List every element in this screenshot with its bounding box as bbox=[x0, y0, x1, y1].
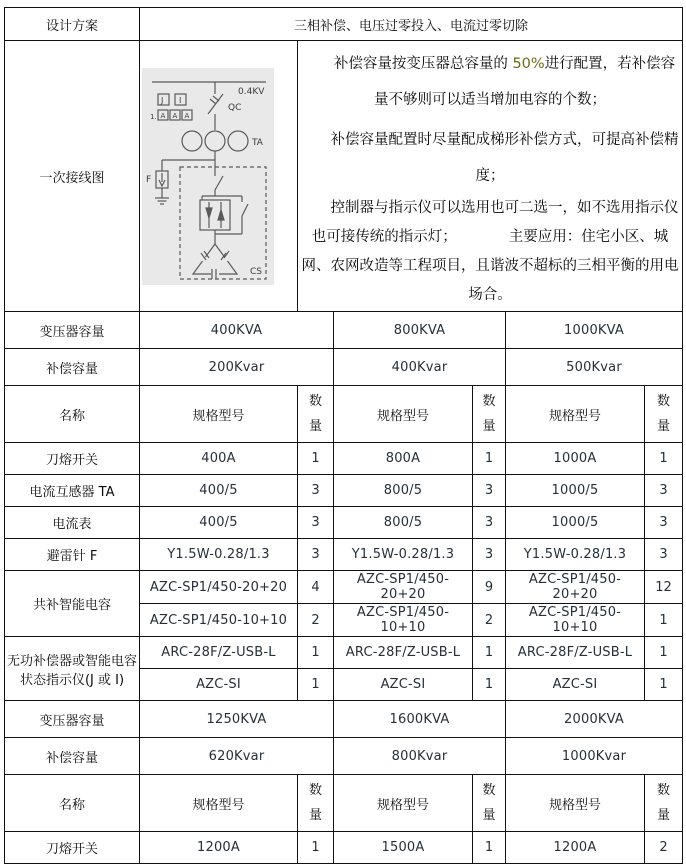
arrester-f-label: F bbox=[146, 174, 152, 185]
qty-header-text: 数量 bbox=[308, 393, 322, 434]
voltage-label: 0.4KV bbox=[238, 86, 265, 97]
item-name: 刀熔开关 bbox=[5, 832, 140, 864]
design-scheme-row bbox=[5, 8, 683, 41]
compensation-spec-table bbox=[4, 7, 683, 864]
capacity-value: 1600KVA bbox=[334, 701, 506, 738]
notes-cell bbox=[298, 41, 683, 312]
spec-header: 规格型号 bbox=[506, 775, 645, 832]
j-indicator-label: J bbox=[161, 95, 164, 105]
item-qty: 3 bbox=[473, 475, 506, 507]
design-scheme-value: 三相补偿、电压过零投入、电流过零切除 bbox=[140, 8, 683, 41]
item-spec: AZC-SP1/450-10+10 bbox=[506, 604, 645, 637]
item-qty: 4 bbox=[298, 571, 334, 604]
compensation-value: 800Kvar bbox=[334, 738, 506, 775]
compensation-capacity-label: 补偿容量 bbox=[5, 349, 140, 386]
capacity-value: 2000KVA bbox=[506, 701, 683, 738]
spec-header: 规格型号 bbox=[506, 386, 645, 443]
note-percentage: 50% bbox=[512, 56, 545, 72]
item-qty: 3 bbox=[473, 539, 506, 571]
item-spec: AZC-SP1/450-20+20 bbox=[506, 571, 645, 604]
qty-header bbox=[298, 386, 334, 443]
item-name: 刀熔开关 bbox=[5, 443, 140, 475]
item-spec: 800A bbox=[334, 443, 473, 475]
capacity-value: 400KVA bbox=[140, 312, 334, 349]
item-qty: 3 bbox=[298, 507, 334, 539]
item-qty: 9 bbox=[473, 571, 506, 604]
item-row-controller-1 bbox=[5, 637, 683, 669]
item-qty: 3 bbox=[645, 475, 683, 507]
item-spec: 1000/5 bbox=[506, 507, 645, 539]
cs-module-label: CS bbox=[250, 266, 262, 277]
column-header-row-2 bbox=[5, 775, 683, 832]
item-name-shared-capacitor: 共补智能电容 bbox=[5, 571, 140, 637]
item-qty: 1 bbox=[645, 637, 683, 669]
item-qty: 12 bbox=[645, 571, 683, 604]
item-name: 避雷针 F bbox=[5, 539, 140, 571]
qty-header-text: 数量 bbox=[657, 393, 671, 434]
item-spec: AZC-SP1/450-10+10 bbox=[334, 604, 473, 637]
item-qty: 3 bbox=[473, 507, 506, 539]
item-spec: Y1.5W-0.28/1.3 bbox=[506, 539, 645, 571]
item-qty: 1 bbox=[645, 604, 683, 637]
note-text: 进行配置，若补偿容量不够则可以适当增加电容的个数； bbox=[374, 56, 676, 108]
name-header: 名称 bbox=[5, 386, 140, 443]
item-qty: 1 bbox=[298, 637, 334, 669]
item-spec: AZC-SP1/450-10+10 bbox=[140, 604, 298, 637]
compensation-capacity-label: 补偿容量 bbox=[5, 738, 140, 775]
column-header-row bbox=[5, 386, 683, 443]
item-name: 电流互感器 TA bbox=[5, 475, 140, 507]
compensation-value: 1000Kvar bbox=[506, 738, 683, 775]
qty-header-text: 数量 bbox=[482, 782, 496, 823]
item-spec: AZC-SI bbox=[334, 669, 473, 701]
item-qty: 1 bbox=[473, 832, 506, 864]
transformer-capacity-label: 变压器容量 bbox=[5, 701, 140, 738]
single-line-diagram bbox=[142, 68, 274, 285]
note-text: 控制器与指示仪可以选用也可二选一，如不选用指示仪也可接传统的指示灯； bbox=[311, 200, 679, 245]
diagram-row bbox=[5, 41, 683, 312]
item-spec: 1000/5 bbox=[506, 475, 645, 507]
diagram-label: 一次接线图 bbox=[5, 41, 140, 312]
note-capacity-config bbox=[300, 46, 680, 118]
item-spec: 800/5 bbox=[334, 507, 473, 539]
qty-header bbox=[645, 386, 683, 443]
item-row-knife-fuse-switch-2 bbox=[5, 832, 683, 864]
item-spec: 1200A bbox=[506, 832, 645, 864]
qty-header bbox=[645, 775, 683, 832]
capacity-value: 800KVA bbox=[334, 312, 506, 349]
item-spec: 800/5 bbox=[334, 475, 473, 507]
item-spec: 1000A bbox=[506, 443, 645, 475]
spec-header: 规格型号 bbox=[140, 386, 298, 443]
item-qty: 1 bbox=[298, 832, 334, 864]
single-line-diagram-svg bbox=[142, 68, 274, 285]
item-row-current-transformer bbox=[5, 475, 683, 507]
item-spec: ARC-28F/Z-USB-L bbox=[140, 637, 298, 669]
item-qty: 3 bbox=[645, 507, 683, 539]
configuration-notes bbox=[300, 46, 680, 310]
item-spec: 1200A bbox=[140, 832, 298, 864]
item-spec: Y1.5W-0.28/1.3 bbox=[140, 539, 298, 571]
name-header: 名称 bbox=[5, 775, 140, 832]
item-spec: AZC-SP1/450-20+20 bbox=[140, 571, 298, 604]
item-row-lightning-arrester bbox=[5, 539, 683, 571]
note-controller-choice bbox=[300, 194, 680, 310]
ammeter-icon: A bbox=[184, 111, 190, 120]
ammeter-icon: A bbox=[160, 111, 166, 120]
item-qty: 1 bbox=[298, 669, 334, 701]
compensation-value: 500Kvar bbox=[506, 349, 683, 386]
item-qty: 1 bbox=[473, 669, 506, 701]
item-row-knife-fuse-switch bbox=[5, 443, 683, 475]
qty-header-text: 数量 bbox=[657, 782, 671, 823]
item-qty: 3 bbox=[298, 475, 334, 507]
item-name: 电流表 bbox=[5, 507, 140, 539]
item-spec: 400/5 bbox=[140, 507, 298, 539]
item-row-shared-capacitor-1 bbox=[5, 571, 683, 604]
item-qty: 1 bbox=[645, 669, 683, 701]
item-spec: 400/5 bbox=[140, 475, 298, 507]
item-spec: Y1.5W-0.28/1.3 bbox=[334, 539, 473, 571]
spec-header: 规格型号 bbox=[334, 775, 473, 832]
qty-header bbox=[298, 775, 334, 832]
item-qty: 3 bbox=[298, 539, 334, 571]
qc-switch-label: QC bbox=[228, 102, 242, 113]
phase-number-label: 1. bbox=[150, 112, 157, 121]
transformer-capacity-label: 变压器容量 bbox=[5, 312, 140, 349]
ammeter-icon: A bbox=[172, 111, 178, 120]
compensation-value: 200Kvar bbox=[140, 349, 334, 386]
spec-header: 规格型号 bbox=[140, 775, 298, 832]
item-row-ammeter bbox=[5, 507, 683, 539]
item-qty: 2 bbox=[298, 604, 334, 637]
item-spec: AZC-SI bbox=[506, 669, 645, 701]
ta-ct-label: TA bbox=[252, 137, 263, 148]
capacity-value: 1000KVA bbox=[506, 312, 683, 349]
compensation-capacity-row bbox=[5, 349, 683, 386]
item-name-controller-indicator: 无功补偿器或智能电容状态指示仪(J 或 I) bbox=[5, 637, 140, 701]
item-qty: 1 bbox=[645, 443, 683, 475]
qty-header bbox=[473, 386, 506, 443]
note-text: 补偿容量按变压器总容量的 bbox=[333, 56, 513, 72]
item-qty: 1 bbox=[298, 443, 334, 475]
item-spec: ARC-28F/Z-USB-L bbox=[506, 637, 645, 669]
compensation-value: 400Kvar bbox=[334, 349, 506, 386]
transformer-capacity-row-2 bbox=[5, 701, 683, 738]
item-qty: 2 bbox=[645, 832, 683, 864]
item-spec: 400A bbox=[140, 443, 298, 475]
qty-header bbox=[473, 775, 506, 832]
item-qty: 1 bbox=[473, 443, 506, 475]
item-spec: AZC-SP1/450-20+20 bbox=[334, 571, 473, 604]
item-spec: AZC-SI bbox=[140, 669, 298, 701]
item-qty: 1 bbox=[473, 637, 506, 669]
item-spec: 1500A bbox=[334, 832, 473, 864]
qty-header-text: 数量 bbox=[482, 393, 496, 434]
qty-header-text: 数量 bbox=[308, 782, 322, 823]
item-spec: ARC-28F/Z-USB-L bbox=[334, 637, 473, 669]
transformer-capacity-row bbox=[5, 312, 683, 349]
design-scheme-label: 设计方案 bbox=[5, 8, 140, 41]
item-qty: 3 bbox=[645, 539, 683, 571]
spec-header: 规格型号 bbox=[334, 386, 473, 443]
diagram-cell bbox=[140, 41, 298, 312]
capacity-value: 1250KVA bbox=[140, 701, 334, 738]
note-applications: 主要应用：住宅小区、城网、农网改造等工程项目，且谐波不超标的三相平衡的用电场合。 bbox=[301, 229, 679, 303]
note-ladder-mode: 补偿容量配置时尽量配成梯形补偿方式，可提高补偿精度； bbox=[330, 132, 679, 184]
compensation-capacity-row-2 bbox=[5, 738, 683, 775]
compensation-value: 620Kvar bbox=[140, 738, 334, 775]
item-qty: 2 bbox=[473, 604, 506, 637]
i-indicator-label: I bbox=[179, 95, 182, 105]
